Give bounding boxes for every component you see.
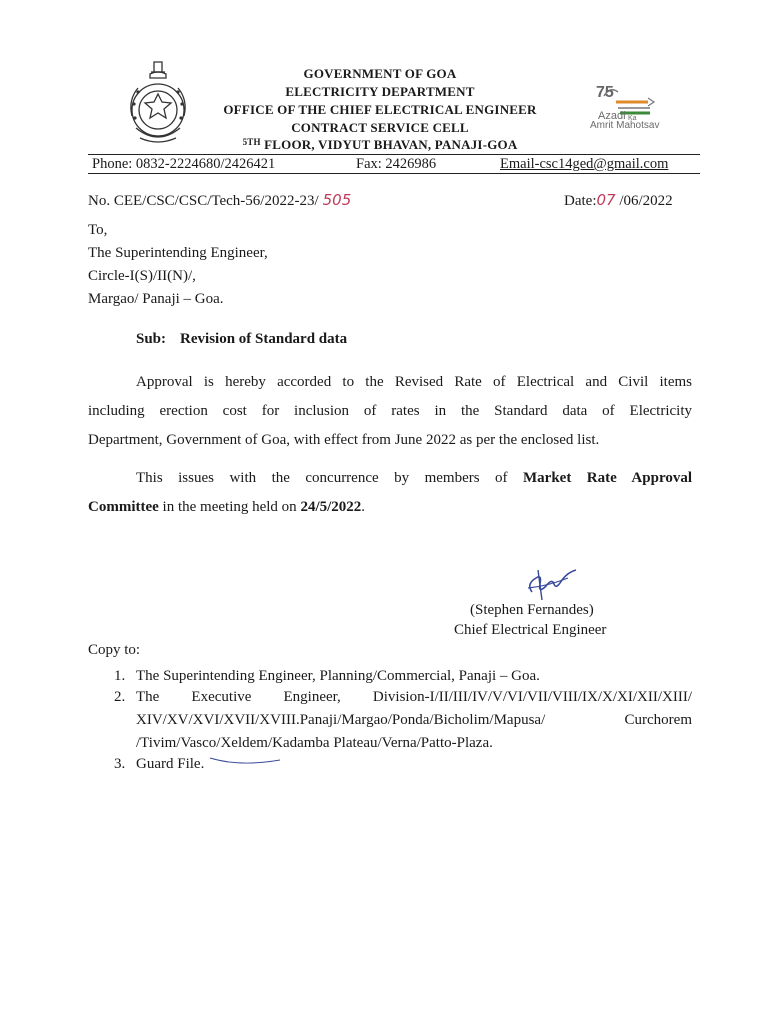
addressee-line-3: Margao/ Panaji – Goa. xyxy=(88,291,224,307)
header-line-cell: CONTRACT SERVICE CELL xyxy=(291,120,469,135)
subject-text: Revision of Standard data xyxy=(180,331,348,347)
paragraph-1-line-2: including erection cost for inclusion of rates in the Standard data of Electricity xyxy=(88,403,692,419)
list-number-3: 3. xyxy=(114,756,126,772)
reference-number xyxy=(88,186,351,216)
fax-text: Fax: 2426986 xyxy=(356,156,437,172)
signatory-title: Chief Electrical Engineer xyxy=(454,622,607,638)
header-line-government: GOVERNMENT OF GOA xyxy=(303,66,457,81)
header-line-department: ELECTRICITY DEPARTMENT xyxy=(285,84,475,99)
addressee-line-2: Circle-I(S)/II(N)/, xyxy=(88,268,196,284)
list-item-3-text: Guard File. xyxy=(136,756,205,772)
addressee-to: To, xyxy=(88,222,108,238)
list-item-2-line-1: The Executive Engineer, Division-I/II/III/IV/V/VI/VII/VIII/IX/X/XI/XII/XIII/ xyxy=(136,689,692,705)
list-number-2: 2. xyxy=(114,689,126,705)
subject-label: Sub: xyxy=(136,331,167,347)
paragraph-2-line-1 xyxy=(136,464,692,493)
letter-date xyxy=(564,186,673,216)
addressee-line-1: The Superintending Engineer, xyxy=(88,245,268,261)
paragraph-1-line-1: Approval is hereby accorded to the Revised Rate of Electrical and Civil items xyxy=(136,374,692,390)
logo-word-amrit: Amrit Mahotsav xyxy=(590,120,660,131)
sentence-end: . xyxy=(361,499,366,515)
logo-word-azadi: Azadi xyxy=(598,110,626,122)
list-number-1: 1. xyxy=(114,668,126,684)
meeting-date: 24/5/2022 xyxy=(300,499,362,515)
date-handwritten: 07 xyxy=(596,191,616,209)
date-prefix: Date: xyxy=(564,193,597,209)
email-link[interactable]: Email-csc14ged@gmail.com xyxy=(500,156,669,172)
logo-mark: 75 xyxy=(596,84,614,101)
list-item-1-text: The Superintending Engineer, Planning/Commercial, Panaji – Goa. xyxy=(136,668,540,684)
signatory-name: (Stephen Fernandes) xyxy=(470,602,594,618)
list-item-2-line-3: /Tivim/Vasco/Xeldem/Kadamba Plateau/Verna/Patto-Plaza. xyxy=(136,735,493,751)
floor-superscript: 5TH xyxy=(242,137,261,147)
phone-text: Phone: 0832-2224680/2426421 xyxy=(92,156,276,172)
header-line-office: OFFICE OF THE CHIEF ELECTRICAL ENGINEER xyxy=(223,102,537,117)
paragraph-2-line-2 xyxy=(88,493,365,522)
reference-handwritten: 505 xyxy=(322,191,352,209)
handwritten-underline-mark xyxy=(208,752,282,762)
contact-bar xyxy=(88,154,700,174)
committee-name-part-2: Committee xyxy=(88,499,159,515)
paragraph-1-line-3: Department, Government of Goa, with effect from June 2022 as per the enclosed list. xyxy=(88,432,600,448)
list-item-2-line-2: XIV/XV/XVI/XVII/XVIII.Panaji/Margao/Ponda/Bicholim/Mapusa/ Curchorem xyxy=(136,712,692,728)
logo-word-ka: Ka xyxy=(628,115,637,122)
address-text: FLOOR, VIDYUT BHAVAN, PANAJI-GOA xyxy=(260,137,518,152)
committee-name-part-1: Market Rate Approval xyxy=(523,470,692,486)
date-suffix: /06/2022 xyxy=(615,193,673,209)
azadi-ka-amrit-mahotsav-logo xyxy=(590,82,686,138)
reference-text: No. CEE/CSC/CSC/Tech-56/2022-23/ xyxy=(88,193,319,209)
copy-to-heading: Copy to: xyxy=(88,642,141,658)
header-line-address xyxy=(200,137,560,153)
meeting-text: in the meeting held on xyxy=(158,499,301,515)
paragraph-2-intro: This issues with the concurrence by members of xyxy=(136,470,524,486)
subject-line xyxy=(136,325,347,354)
